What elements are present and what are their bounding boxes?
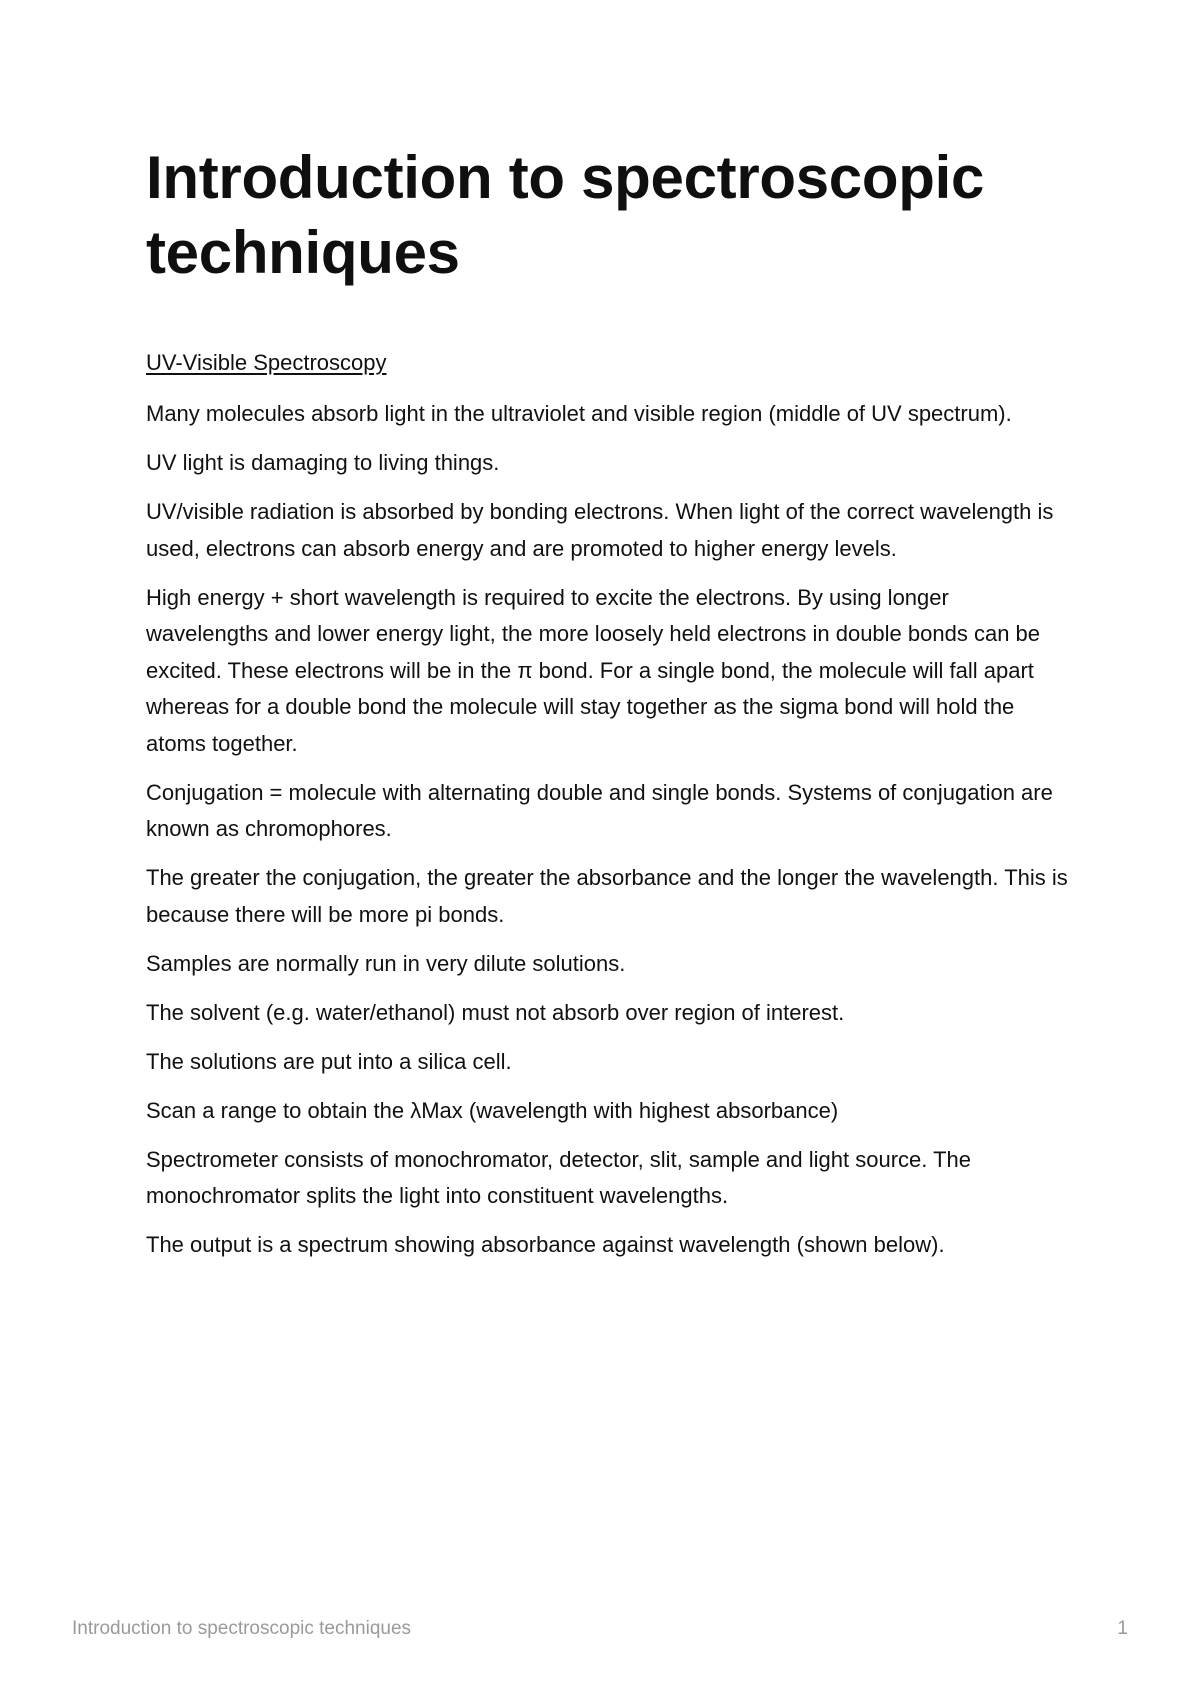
paragraph-output-spectrum: The output is a spectrum showing absorbance against wavelength (shown below). <box>146 1232 945 1257</box>
paragraph-dilute-solutions: Samples are normally run in very dilute solutions. <box>146 950 626 976</box>
section-heading-uv-visible: UV-Visible Spectroscopy <box>146 350 387 375</box>
paragraph-lambda-max: Scan a range to obtain the λMax (wavelength with highest absorbance) <box>146 1097 839 1123</box>
paragraph-conjugation: Conjugation = molecule with alternating double and single bonds. Systems of conjugation are known as chromophores. <box>146 779 1053 841</box>
footer-page-number: 1 <box>1117 1618 1128 1639</box>
paragraph-spectrometer: Spectrometer consists of monochromator, detector, slit, sample and light source. The monochromator splits the light into constituent wavelengths. <box>146 1146 971 1208</box>
paragraph-greater-conjugation: The greater the conjugation, the greater the absorbance and the longer the wavelength. This is because there will be more pi bonds. <box>146 865 1068 927</box>
paragraph-solvent: The solvent (e.g. water/ethanol) must not absorb over region of interest. <box>146 999 845 1025</box>
paragraph-silica-cell: The solutions are put into a silica cell. <box>146 1048 512 1074</box>
page-content <box>146 140 1076 1276</box>
paragraph-bonding-electrons: UV/visible radiation is absorbed by bonding electrons. When light of the correct wavelength is used, electrons can absorb energy and are promoted to higher energy levels. <box>146 499 1054 561</box>
paragraph-uv-damaging: UV light is damaging to living things. <box>146 450 500 475</box>
paragraph-excite-electrons: High energy + short wavelength is required to excite the electrons. By using longer wavelengths and lower energy light, the more loosely held electrons in double bonds can be excited. These electrons will be in the π bond. For a single bond, the molecule will fall apart whereas for a double bond the molecule will stay together as the sigma bond will hold the atoms together. <box>146 584 1041 756</box>
footer-document-title: Introduction to spectroscopic techniques <box>72 1618 412 1639</box>
page-title: Introduction to spectroscopic techniques <box>146 144 985 286</box>
paragraph-absorb-light: Many molecules absorb light in the ultraviolet and visible region (middle of UV spectrum). <box>146 401 1012 426</box>
